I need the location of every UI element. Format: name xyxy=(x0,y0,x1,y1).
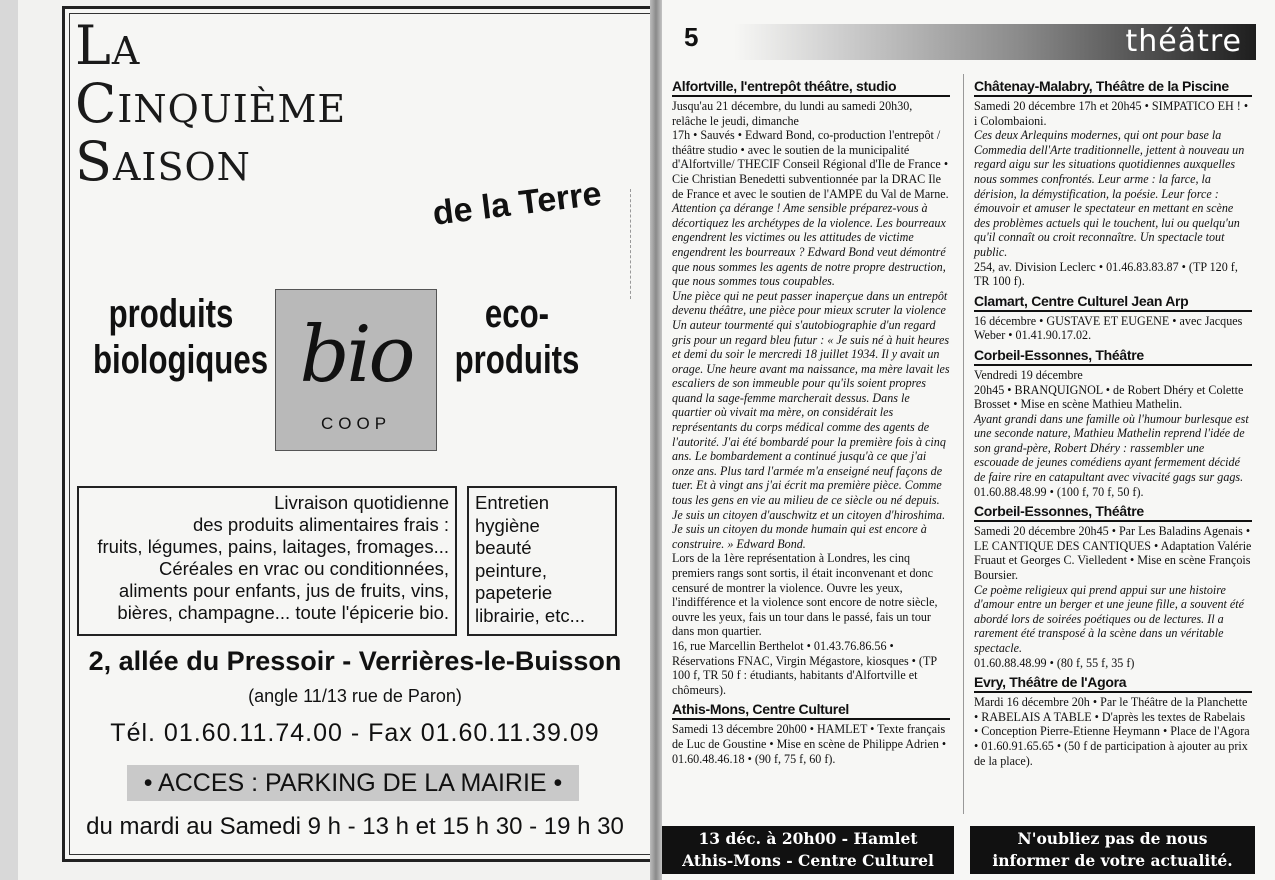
page-gutter xyxy=(650,0,662,880)
household-line: Entretien xyxy=(475,492,550,513)
ad-phone-fax: Tél. 01.60.11.74.00 - Fax 01.60.11.39.09 xyxy=(110,719,600,747)
section-header-bar xyxy=(734,24,1256,60)
ad-title-line: Saison xyxy=(75,130,251,193)
delivery-box xyxy=(77,486,457,636)
household-box xyxy=(467,486,617,636)
household-line: librairie, etc... xyxy=(475,604,586,626)
delivery-line: bières, champagne... toute l'épicerie bio. xyxy=(117,602,449,623)
listings-column-1 xyxy=(672,74,950,766)
products-right-line: produits xyxy=(454,338,580,382)
venue-title: Châtenay-Malabry, Théâtre de la Piscine xyxy=(974,77,1252,97)
listing-text: Jusqu'au 21 décembre, du lundi au samedi 20h30, relâche le jeudi, dimanche xyxy=(672,99,913,128)
ad-title-line: La xyxy=(75,14,141,77)
products-left xyxy=(93,291,269,383)
listing-info: 16, rue Marcellin Berthelot • 01.43.76.86.56 • Réservations FNAC, Virgin Mégastore, kiosques • (TP 100 f, TR 50 f : étudiants, habitants d'Alfortville et chômeurs). xyxy=(672,638,937,697)
products-right-line: eco- xyxy=(484,292,550,336)
venue-title: Clamart, Centre Culturel Jean Arp xyxy=(974,292,1252,312)
ad-title-line: Cinquième xyxy=(75,72,347,135)
products-left-line: produits xyxy=(108,292,234,336)
listing-text: Samedi 20 décembre 20h45 • Par Les Baladins Agenais • LE CANTIQUE DES CANTIQUES • Adaptation Valérie Fruaut et Georges C. Vielledent • Mise en scène François Boursier. xyxy=(974,524,1252,583)
listing-description: Attention ça dérange ! Ame sensible préparez-vous à décortiquez les archétypes de la violence. Les bourreaux engendrent les victimes ou les attitudes de victime engendrent les bourreaux ? Edward Bond veut démontré que nous sommes les agents de notre propre destruction, que nous sommes tous coupables. xyxy=(672,201,946,289)
right-page xyxy=(662,0,1275,880)
listing-text: Mardi 16 décembre 20h • Par le Théâtre de la Planchette • RABELAIS A TABLE • D'après les textes de Rabelais • Conception Pierre-Etienne Heymann • Place de l'Agora • 01.60.91.65.65 • (50 f de participation à ajouter au prix de la place). xyxy=(974,695,1250,768)
logo-mark: bio xyxy=(299,310,413,400)
listing-text: Samedi 20 décembre 17h et 20h45 • SIMPATICO EH ! • i Colombaioni. xyxy=(974,99,1249,128)
delivery-line: aliments pour enfants, jus de fruits, vins, xyxy=(118,580,449,601)
listing-text: 16 décembre • GUSTAVE ET EUGENE • avec Jacques Weber • 01.41.90.17.02. xyxy=(974,313,1243,343)
listing-text: Lors de la 1ère représentation à Londres, les cinq premiers rangs sont sortis, il était inconvenant et donc censuré de montrer la violence. Ouvre les yeux, l'indifférence et la violence sont encore de notre siècle, ouvre les yeux, fais un tour dans le passé, fais un tour dans mon quartier. xyxy=(672,551,938,639)
delivery-line: fruits, légumes, pains, laitages, fromages... xyxy=(97,536,449,557)
footer-line: 13 déc. à 20h00 - Hamlet xyxy=(698,829,918,848)
logo-text: COOP xyxy=(320,414,392,433)
ad-title xyxy=(75,14,347,193)
ad-opening-hours: du mardi au Samedi 9 h - 13 h et 15 h 30 - 19 h 30 xyxy=(86,813,624,840)
delivery-line: des produits alimentaires frais : xyxy=(192,514,449,535)
footer-line: informer de votre actualité. xyxy=(992,851,1233,870)
column-divider xyxy=(963,74,964,814)
listing-description: Ayant grandi dans une famille où l'humour burlesque est une seconde nature, Mathieu Mathelin reprend l'idée de son grand-père, Robert Dhéry : rassembler une escouade de jeunes comédiens ayant fermement décidé de faire rire en catapultant avec vivacité gags sur gags. xyxy=(974,411,1249,485)
listing-text: 20h45 • BRANQUIGNOL • de Robert Dhéry et Colette Brosset • Mise en scène Mathieu Mathelin. xyxy=(974,382,1244,412)
products-right xyxy=(455,291,580,383)
household-line: beauté xyxy=(475,537,532,558)
products-left-line: biologiques xyxy=(93,338,269,382)
household-line: peinture, xyxy=(475,559,547,581)
left-page xyxy=(18,0,650,880)
venue-title: Corbeil-Essonnes, Théâtre xyxy=(974,346,1252,366)
listing-text: Vendredi 19 décembre xyxy=(974,367,1083,382)
listing-description: Une pièce qui ne peut passer inaperçue dans un entrepôt devenu théâtre, une pièce pour mieux scruter la violence Un auteur tourmenté qui s'autobiographie d'un regard gris pour un regard bleu futur : « Je suis né à huit heures et demi du soir le mercredi 18 juillet 1934. Il y avait un orage. Une heure avant ma naissance, ma mère lavait les escaliers de son immeuble pour qu'ils soient propres quand la sage-femme marcherait dessus. Dans le quartier où vivait ma mère, on considérait les représentants du corps médical comme des agents de l'autorité. J'ai été bombardé pour la première fois à cinq ans. Le bombardement a continué jusqu'à ce que j'ai onze ans. Plus tard l'armée m'a enseigné neuf façons de tuer. Et à vingt ans j'ai écrit ma première pièce. Comme tous les gens en vie au milieu de ce siècle ou né depuis. Je suis un citoyen d'auschwitz et un citoyen d'hiroshima. Je suis un citoyen du monde humain qui est encore à construire. » Edward Bond. xyxy=(672,288,950,551)
listing-info: 01.60.88.48.99 • (100 f, 70 f, 50 f). xyxy=(974,484,1144,499)
listing-info: 254, av. Division Leclerc • 01.46.83.83.87 • (TP 120 f, TR 100 f). xyxy=(974,259,1238,289)
venue-title: Evry, Théâtre de l'Agora xyxy=(974,673,1252,693)
listing-text: 17h • Sauvés • Edward Bond, co-production l'entrepôt / théâtre studio • avec le soutien de la municipalité d'Alfortville/ THECIF Conseil Régional d'Ile de France • Cie Christian Benedetti subventionnée par la DRAC Ile de France et avec le soutien de l'AMPE du Val de Marne. xyxy=(672,128,949,201)
listing-info: 01.60.88.48.99 • (80 f, 55 f, 35 f) xyxy=(974,655,1135,670)
household-line: papeterie xyxy=(475,582,553,603)
ad-address: 2, allée du Pressoir - Verrières-le-Buisson xyxy=(88,646,622,676)
ad-parking-banner: • ACCES : PARKING DE LA MAIRIE • xyxy=(127,765,579,801)
footer-hamlet-banner xyxy=(662,826,954,874)
section-name: théâtre xyxy=(1125,24,1242,59)
footer-notice-banner xyxy=(970,826,1255,874)
venue-title: Alfortville, l'entrepôt théâtre, studio xyxy=(672,77,950,97)
advertisement xyxy=(62,6,658,862)
delivery-line: Céréales en vrac ou conditionnées, xyxy=(158,558,449,579)
household-line: hygiène xyxy=(475,514,540,536)
footer-line: Athis-Mons - Centre Culturel xyxy=(682,851,934,870)
page-number: 5 xyxy=(684,22,699,52)
listing-text: Samedi 13 décembre 20h00 • HAMLET • Texte français de Luc de Goustine • Mise en scène de Philippe Adrien • 01.60.48.46.18 • (90 f, 75 f, 60 f). xyxy=(672,722,947,766)
biocoop-logo xyxy=(275,289,437,451)
listing-description: Ce poème religieux qui prend appui sur une histoire d'amour entre un berger et une jeune fille, a souvent été abordé lors de soirées poétiques ou de lectures. Il a rarement été transposé à la scène dans un véritable spectacle. xyxy=(974,582,1245,655)
ad-subtitle: de la Terre xyxy=(430,174,604,233)
ad-corner-note: (angle 11/13 rue de Paron) xyxy=(248,686,462,706)
footer-line: N'oubliez pas de nous xyxy=(1017,829,1208,848)
listing-description: Ces deux Arlequins modernes, qui ont pour base la Commedia dell'Arte traditionnelle, jettent à nouveau un regard aigu sur les situations quotidiennes auxquelles nous sommes confrontés. Leur arme : la farce, la dérision, la démystification, la poésie. Leur force : émouvoir et amuser le spectateur en mettant en scène des problèmes actuels qui le touchent, lui ou quelqu'un qu'il connaît ou croit reconnaître. Un spectacle tout public. xyxy=(974,128,1245,259)
delivery-line: Livraison quotidienne xyxy=(274,492,449,513)
listings-column-2 xyxy=(974,74,1252,768)
venue-title: Athis-Mons, Centre Culturel xyxy=(672,700,950,720)
venue-title: Corbeil-Essonnes, Théâtre xyxy=(974,502,1252,522)
